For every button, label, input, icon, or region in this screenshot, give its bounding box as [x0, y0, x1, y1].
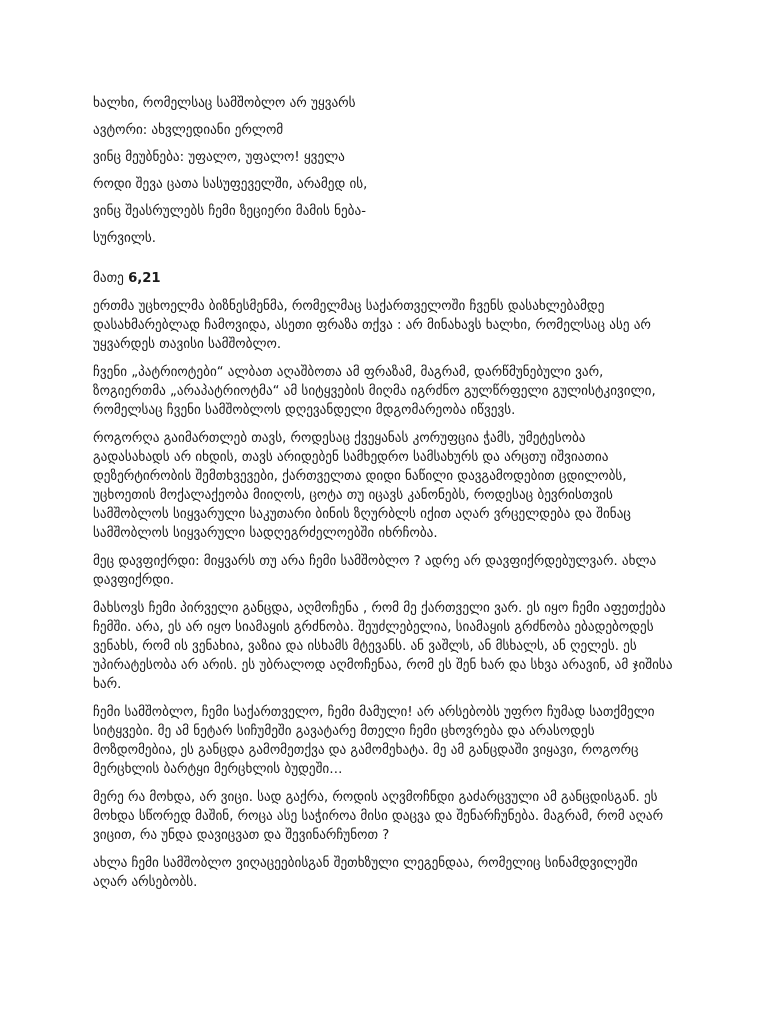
epigraph-line: ვინც მეუბნება: უფალო, უფალო! ყველა: [93, 150, 345, 165]
paragraph: [93, 703, 708, 779]
paragraph-line: უყვარდეს თავისი სამშობლო.: [93, 337, 282, 352]
author-line: ავტორი: ახვლედიანი ერლომ: [93, 123, 284, 138]
paragraph-line: ჩვენი „პატრიოტები“ ალბათ აღაშბოთა ამ ფრაზამ, მაგრამ, დარწმუნებული ვარ,: [93, 365, 604, 380]
paragraph-line: მოზდომებია, ეს განცდა გამომეთქვა და გამომეხატა. მე ამ განცდაში ვიყავი, როგორც: [93, 743, 639, 758]
paragraph-line: ერთმა უცხოელმა ბიზნესმენმა, რომელმაც საქართველოში ჩვენს დასახლებამდე: [93, 299, 605, 314]
paragraph-line: სამშობლოს სიყვარული სადღეგრძელოებში იხრჩობა.: [93, 526, 438, 541]
paragraph-line: ახლა ჩემი სამშობლო ვიღაცეებისგან შეთხზული ლეგენდაა, რომელიც სინამდვილეში: [93, 856, 638, 871]
paragraph: [93, 429, 708, 543]
paragraph: [93, 363, 708, 420]
reference-book: მათე: [93, 271, 124, 286]
paragraph-line: მერცხლის ბარტყი მერცხლის ბუდეში…: [93, 762, 343, 777]
paragraph-line: ჩემი სამშობლო, ჩემი საქართველო, ჩემი მამული! არ არსებობს უფრო ჩუმად სათქმელი: [93, 705, 655, 720]
epigraph-line: სურვილს.: [93, 231, 156, 246]
paragraph: [93, 552, 708, 590]
paragraph-line: ხარ.: [93, 677, 122, 692]
paragraph-line: დავფიქრდი.: [93, 573, 175, 588]
paragraph: [93, 788, 708, 845]
paragraph-line: გადასახადს არ იხდის, თავს არიდებენ სამხედრო სამსახურს და არცთუ იშვიათია: [93, 450, 609, 465]
epigraph-line: როდი შევა ცათა სასუფეველში, არამედ ის,: [93, 177, 368, 192]
paragraph-line: ზოგიერთმა „არაპატრიოტმა“ ამ სიტყვების მიღმა იგრძნო გულწრფელი გულისტკივილი,: [93, 384, 656, 399]
paragraph-line: დასახმარებლად ჩამოვიდა, ასეთი ფრაზა თქვა : არ მინახავს ხალხი, რომელსაც ასე არ: [93, 318, 651, 333]
paragraph-line: უპირატესობა არ არის. ეს უბრალოდ აღმოჩენაა, რომ ეს შენ ხარ და სხვა არავინ, ამ ჯიშისა: [93, 658, 673, 673]
document-title: ხალხი, რომელსაც სამშობლო არ უყვარს: [93, 96, 356, 111]
scripture-reference: [93, 269, 708, 288]
paragraph-line: ვიცით, რა უნდა დავიცვათ და შევინარჩუნოთ ?: [93, 828, 390, 843]
paragraph-line: დეზერტირობის შემთხვევები, ქართველთა დიდი ნაწილი დავგამოდებით ცდილობს,: [93, 469, 627, 484]
paragraph-line: ჩემში. არა, ეს არ იყო სიამაყის გრძნობა. შეუძლებელია, სიამაყის გრძნობა ებადებოდეს: [93, 620, 654, 635]
paragraph-line: სამშობლოს სიყვარული საკუთარი ბინის ზღურბლს იქით აღარ ვრცელდება და შინაც: [93, 507, 631, 522]
paragraph-line: უცხოეთის მოქალაქეობა მიიღოს, ცოტა თუ იცავს კანონებს, როდესაც ბევრისთვის: [93, 488, 613, 503]
paragraph-line: მოხდა სწორედ მაშინ, როცა ასე საჭიროა მისი დაცვა და შენარჩუნება. მაგრამ, რომ აღარ: [93, 809, 664, 824]
paragraph-line: რომელსაც ჩვენი სამშობლოს დღევანდელი მდგომარეობა იწვევს.: [93, 403, 516, 418]
paragraph-line: სიტყვები. მე ამ ნეტარ სიჩუმეში გავატარე მთელი ჩემი ცხოვრება და არასოდეს: [93, 724, 595, 739]
paragraph: [93, 599, 708, 694]
epigraph-block: [93, 94, 708, 248]
epigraph-line: ვინც შეასრულებს ჩემი ზეციერი მამის ნება-: [93, 204, 366, 219]
paragraph: [93, 297, 708, 354]
reference-verse: 6,21: [128, 271, 161, 286]
paragraph-line: როგორღა გაიმართლებ თავს, როდესაც ქვეყანას კორუფცია ჭამს, უმეტესობა: [93, 431, 586, 446]
paragraph-line: აღარ არსებობს.: [93, 875, 198, 890]
paragraph-line: მერე რა მოხდა, არ ვიცი. სად გაქრა, როდის აღვმოჩნდი გაძარცვული ამ განცდისგან. ეს: [93, 790, 658, 805]
paragraph-line: ვენახს, რომ ის ვენახია, ვაზია და ისხამს მტევანს. ან ვაშლს, ან მსხალს, ან ღელეს. ეს: [93, 639, 637, 654]
paragraph-line: მახსოვს ჩემი პირველი განცდა, აღმოჩენა , რომ მე ქართველი ვარ. ეს იყო ჩემი აფეთქება: [93, 601, 666, 616]
paragraph-line: მეც დავფიქრდი: მიყვარს თუ არა ჩემი სამშობლო ? ადრე არ დავფიქრდებულვარ. ახლა: [93, 554, 657, 569]
paragraph: [93, 854, 708, 892]
